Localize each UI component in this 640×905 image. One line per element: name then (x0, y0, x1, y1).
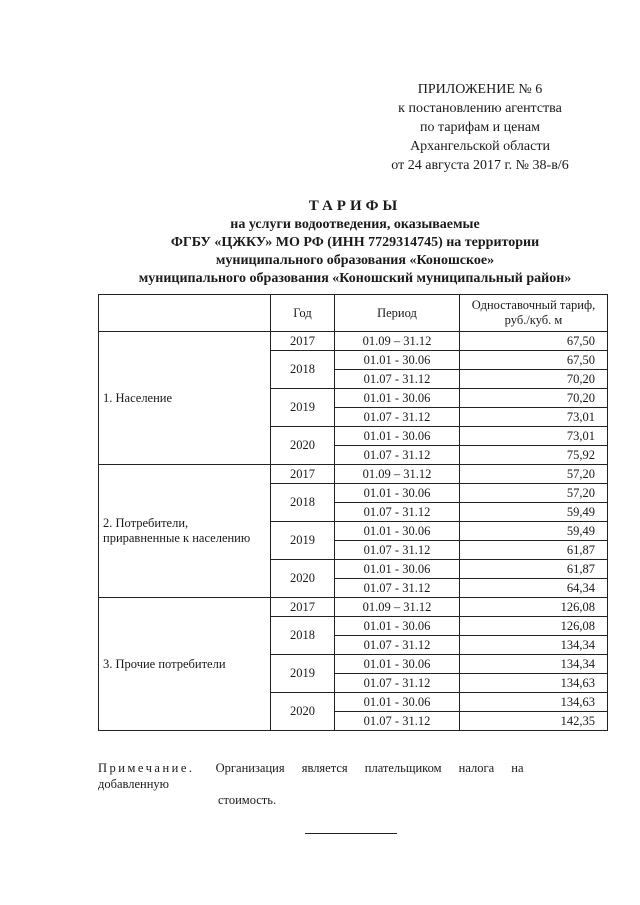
tariff-cell: 73,01 (460, 408, 608, 427)
period-cell: 01.07 - 31.12 (335, 674, 460, 693)
tariff-cell: 134,34 (460, 636, 608, 655)
category-label: 2. Потребители, (103, 516, 189, 530)
year-cell: 2017 (271, 598, 335, 617)
note-text: Организация является плательщиком налога на добавленную (98, 761, 524, 791)
note-label: Примечание. (98, 761, 195, 775)
tariffs-table (98, 294, 608, 731)
appendix-block (360, 80, 600, 175)
appendix-line: по тарифам и ценам (420, 120, 540, 135)
period-cell: 01.01 - 30.06 (335, 427, 460, 446)
year-cell: 2020 (271, 693, 335, 731)
header-tariff (460, 295, 608, 332)
appendix-number: ПРИЛОЖЕНИЕ № 6 (417, 82, 543, 97)
tariff-cell: 59,49 (460, 503, 608, 522)
tariff-cell: 57,20 (460, 484, 608, 503)
period-cell: 01.01 - 30.06 (335, 389, 460, 408)
note-text-continuation: стоимость. (218, 793, 277, 807)
year-cell: 2020 (271, 560, 335, 598)
year-cell: 2018 (271, 351, 335, 389)
period-cell: 01.07 - 31.12 (335, 541, 460, 560)
tariff-cell: 134,34 (460, 655, 608, 674)
period-cell: 01.09 – 31.12 (335, 598, 460, 617)
heading-line: ФГБУ «ЦЖКУ» МО РФ (ИНН 7729314745) на территории (170, 235, 540, 250)
table-row (99, 332, 608, 351)
table-header-row (99, 295, 608, 332)
period-cell: 01.07 - 31.12 (335, 579, 460, 598)
tariff-cell: 70,20 (460, 389, 608, 408)
appendix-line: Архангельской области (410, 139, 550, 154)
period-cell: 01.07 - 31.12 (335, 636, 460, 655)
appendix-date: от 24 августа 2017 г. № 38-в/6 (391, 158, 569, 173)
category-label: 1. Население (103, 390, 173, 405)
tariff-cell: 73,01 (460, 427, 608, 446)
document-heading (90, 197, 620, 288)
table-row (99, 598, 608, 617)
period-cell: 01.01 - 30.06 (335, 617, 460, 636)
heading-line: на услуги водоотведения, оказываемые (230, 217, 480, 232)
tariff-cell: 134,63 (460, 674, 608, 693)
tariff-cell: 57,20 (460, 465, 608, 484)
tariff-cell: 64,34 (460, 579, 608, 598)
year-cell: 2017 (271, 332, 335, 351)
period-cell: 01.07 - 31.12 (335, 408, 460, 427)
category-cell (99, 598, 271, 731)
period-cell: 01.07 - 31.12 (335, 370, 460, 389)
tariff-cell: 134,63 (460, 693, 608, 712)
year-cell: 2017 (271, 465, 335, 484)
year-cell: 2019 (271, 389, 335, 427)
period-cell: 01.01 - 30.06 (335, 351, 460, 370)
table-row (99, 465, 608, 484)
tariff-cell: 142,35 (460, 712, 608, 731)
header-tariff-line: Одноставочный тариф, (471, 298, 596, 312)
year-cell: 2020 (271, 427, 335, 465)
category-label: 3. Прочие потребители (103, 656, 226, 671)
year-cell: 2018 (271, 484, 335, 522)
tariff-cell: 126,08 (460, 598, 608, 617)
header-year: Год (271, 295, 335, 332)
year-cell: 2019 (271, 522, 335, 560)
period-cell: 01.07 - 31.12 (335, 446, 460, 465)
heading-line: муниципального образования «Коношский муниципальный район» (138, 271, 572, 286)
category-label-continuation: приравненные к населению (103, 531, 251, 545)
category-cell (99, 332, 271, 465)
header-category (99, 295, 271, 332)
tariff-cell: 75,92 (460, 446, 608, 465)
period-cell: 01.01 - 30.06 (335, 693, 460, 712)
heading-line: муниципального образования «Коношское» (215, 253, 495, 268)
appendix-line: к постановлению агентства (398, 101, 562, 116)
period-cell: 01.01 - 30.06 (335, 484, 460, 503)
tariff-cell: 59,49 (460, 522, 608, 541)
period-cell: 01.01 - 30.06 (335, 655, 460, 674)
period-cell: 01.09 – 31.12 (335, 465, 460, 484)
tariff-cell: 61,87 (460, 541, 608, 560)
tariff-cell: 67,50 (460, 332, 608, 351)
year-cell: 2019 (271, 655, 335, 693)
year-cell: 2018 (271, 617, 335, 655)
period-cell: 01.07 - 31.12 (335, 503, 460, 522)
period-cell: 01.09 – 31.12 (335, 332, 460, 351)
period-cell: 01.01 - 30.06 (335, 522, 460, 541)
period-cell: 01.07 - 31.12 (335, 712, 460, 731)
page-title: ТАРИФЫ (308, 198, 402, 214)
tariff-cell: 61,87 (460, 560, 608, 579)
header-tariff-unit: руб./куб. м (504, 313, 563, 327)
tariff-cell: 70,20 (460, 370, 608, 389)
bottom-divider (305, 833, 397, 834)
note-block (98, 760, 608, 808)
tariff-cell: 126,08 (460, 617, 608, 636)
header-period: Период (335, 295, 460, 332)
tariff-cell: 67,50 (460, 351, 608, 370)
table-body (99, 332, 608, 731)
period-cell: 01.01 - 30.06 (335, 560, 460, 579)
category-cell (99, 465, 271, 598)
